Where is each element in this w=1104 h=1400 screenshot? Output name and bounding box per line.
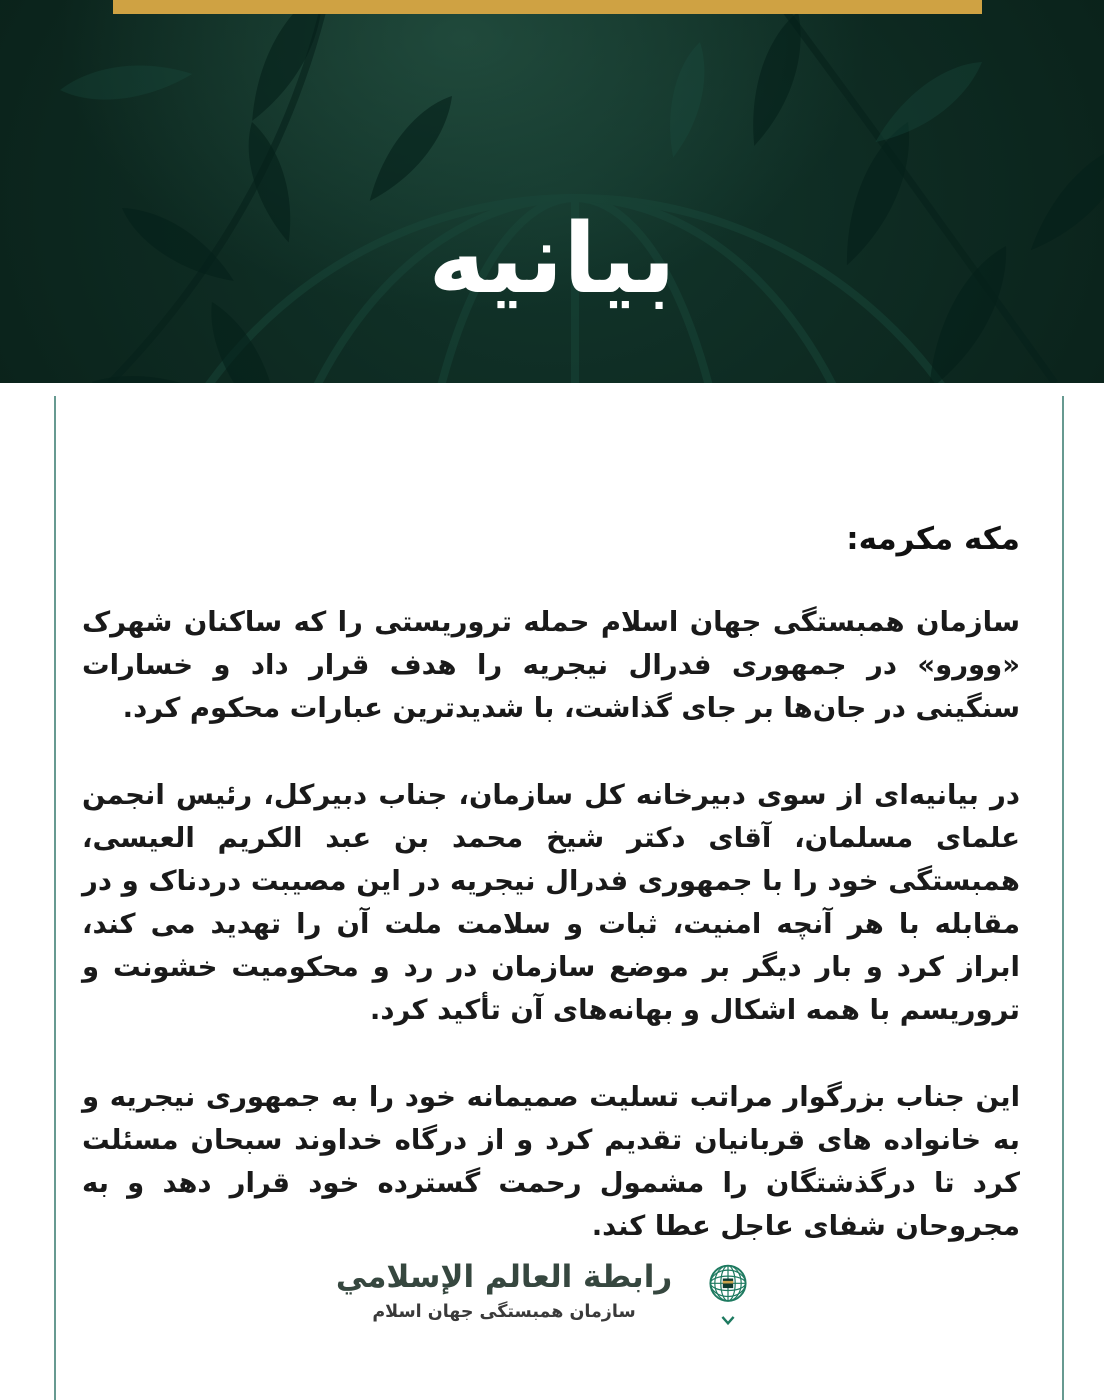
mwl-emblem-icon (688, 1248, 768, 1333)
statement-title: بیانیه (428, 202, 676, 315)
mwl-persian-name: سازمان همبستگی جهان اسلام (372, 1302, 636, 1323)
mwl-logo-text (336, 1259, 672, 1322)
dateline-heading: مکه مکرمه: (846, 521, 1020, 557)
mwl-arabic-name: رابطة العالم الإسلامي (335, 1258, 673, 1295)
wreath-tie-icon (723, 1317, 734, 1323)
laurel-globe-decoration (0, 0, 1104, 383)
statement-header (0, 0, 1104, 383)
statement-paragraph: سازمان همبستگی جهان اسلام حمله تروریستی را که ساکنان شهرک «وورو» در جمهوری فدرال نیجریه را هدف قرار داد و خسارات سنگینی در جان‌ها بر جای گذاشت، با شدیدترین عبارات محکوم کرد. (82, 606, 1020, 725)
mwl-logo (0, 1248, 1104, 1333)
kaaba-icon (723, 1279, 733, 1289)
statement-body (0, 396, 1104, 1400)
statement-paragraph: این جناب بزرگوار مراتب تسلیت صمیمانه خود را به جمهوری نیجریه و به خانواده های قربانیان تقدیم کرد و از درگاه خداوند سبحان مسئلت کرد تا درگذشتگان را مشمول رحمت گسترده خود قرار دهد و به مجروحان شفای عاجل عطا کند. (82, 1081, 1020, 1243)
gold-accent-bar (113, 0, 982, 14)
laurel-leaves-icon (58, 0, 1104, 383)
statement-content (82, 396, 1020, 1248)
statement-paragraph: در بیانیه‌ای از سوی دبیرخانه کل سازمان، جناب دبیرکل، رئیس انجمن علمای مسلمان، آقای دکتر شیخ محمد بن عبد الکریم العیسی، همبستگی خود را با جمهوری فدرال نیجریه در این مصیبت دردناک و در مقابله با هر آنچه امنیت، ثبات و سلامت ملت آن را تهدید می کند، ابراز کرد و بار دیگر بر موضع سازمان در رد و محکومیت خشونت و تروریسم با همه اشکال و بهانه‌های آن تأکید کرد. (82, 779, 1020, 1027)
